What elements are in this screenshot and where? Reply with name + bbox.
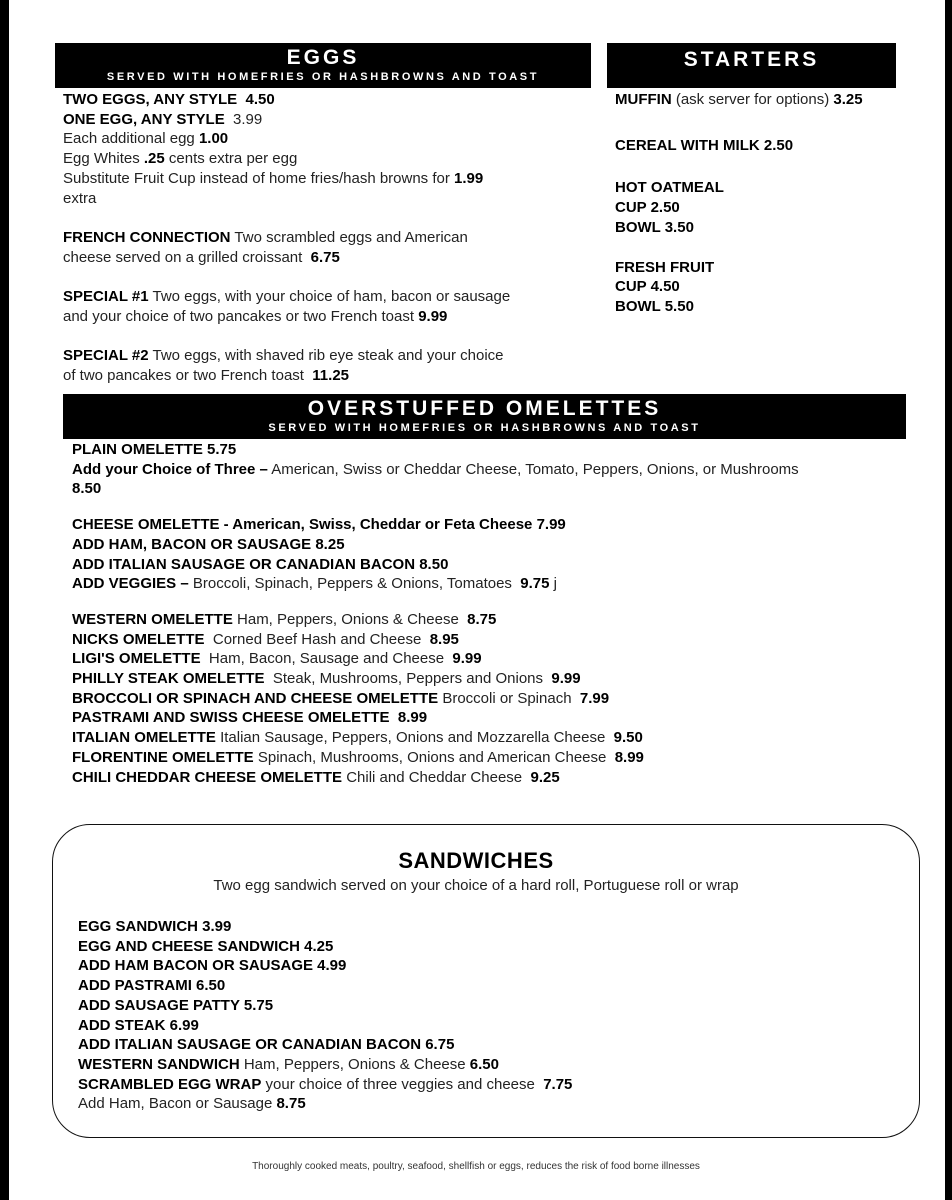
right-border	[945, 0, 952, 1200]
menu-item-western-omelette: WESTERN OMELETTE Ham, Peppers, Onions & Cheese 8.75	[72, 610, 497, 628]
menu-item-wrap-add-meat: Add Ham, Bacon or Sausage 8.75	[78, 1095, 306, 1113]
menu-item-cheese-omelette: CHEESE OMELETTE - American, Swiss, Cheddar or Feta Cheese 7.99	[72, 516, 566, 534]
menu-item-additional-egg: Each additional egg 1.00	[63, 130, 229, 148]
menu-item-oatmeal-bowl: BOWL 3.50	[615, 218, 694, 236]
menu-item-choice-of-three: Add your Choice of Three – American, Swiss or Cheddar Cheese, Tomato, Peppers, Onions, or Mushrooms	[72, 460, 799, 478]
menu-item-french-connection-cont: cheese served on a grilled croissant 6.75	[63, 248, 340, 266]
omelettes-header	[63, 394, 906, 439]
menu-item-sandwich-add-steak: ADD STEAK 6.99	[78, 1016, 199, 1034]
menu-item-plain-omelette: PLAIN OMELETTE 5.75	[72, 441, 237, 458]
menu-item-egg-cheese-sandwich: EGG AND CHEESE SANDWICH 4.25	[78, 937, 334, 955]
menu-item-cereal: CEREAL WITH MILK 2.50	[615, 136, 794, 154]
starters-title: STARTERS	[683, 48, 820, 71]
omelettes-items	[72, 440, 902, 787]
left-border	[0, 0, 9, 1200]
menu-item-special-2-cont: of two pancakes or two French toast 11.25	[63, 366, 350, 384]
menu-item-oatmeal: HOT OATMEAL	[615, 179, 724, 197]
menu-item-egg-sandwich: EGG SANDWICH 3.99	[78, 918, 232, 935]
menu-item-broccoli-spinach-omelette: BROCCOLI OR SPINACH AND CHEESE OMELETTE Broccoli or Spinach 7.99	[72, 689, 610, 707]
menu-item-sandwich-add-patty: ADD SAUSAGE PATTY 5.75	[78, 996, 274, 1014]
sandwiches-items	[78, 917, 898, 1114]
menu-item-western-sandwich: WESTERN SANDWICH Ham, Peppers, Onions & Cheese 6.50	[78, 1055, 499, 1073]
menu-item-french-connection: FRENCH CONNECTION Two scrambled eggs and American	[63, 228, 468, 246]
menu-item-add-veggies: ADD VEGGIES – Broccoli, Spinach, Peppers & Onions, Tomatoes 9.75 j	[72, 575, 557, 593]
eggs-title: EGGS	[286, 46, 360, 69]
menu-item-one-egg: ONE EGG, ANY STYLE 3.99	[63, 110, 263, 128]
menu-item-muffin: MUFFIN (ask server for options) 3.25	[615, 91, 863, 108]
omelettes-title: OVERSTUFFED OMELETTES	[307, 397, 662, 420]
menu-item-florentine-omelette: FLORENTINE OMELETTE Spinach, Mushrooms, Onions and American Cheese 8.99	[72, 748, 644, 766]
menu-item-sandwich-add-meat: ADD HAM BACON OR SAUSAGE 4.99	[78, 957, 347, 975]
menu-item-choice-price: 8.50	[72, 480, 102, 498]
menu-item-sandwich-add-italian: ADD ITALIAN SAUSAGE OR CANADIAN BACON 6.75	[78, 1036, 455, 1054]
menu-item-substitute-extra: extra	[63, 189, 97, 207]
starters-items	[615, 90, 905, 317]
menu-item-fresh-fruit: FRESH FRUIT	[615, 258, 715, 276]
menu-item-philly-omelette: PHILLY STEAK OMELETTE Steak, Mushrooms, Peppers and Onions 9.99	[72, 670, 581, 688]
menu-item-add-italian: ADD ITALIAN SAUSAGE OR CANADIAN BACON 8.50	[72, 555, 449, 573]
menu-item-fruit-cup: CUP 4.50	[615, 278, 680, 296]
menu-item-ligis-omelette: LIGI'S OMELETTE Ham, Bacon, Sausage and Cheese 9.99	[72, 650, 482, 668]
menu-item-nicks-omelette: NICKS OMELETTE Corned Beef Hash and Cheese 8.95	[72, 630, 459, 648]
menu-item-fruit-bowl: BOWL 5.50	[615, 297, 694, 315]
menu-item-italian-omelette: ITALIAN OMELETTE Italian Sausage, Peppers, Onions and Mozzarella Cheese 9.50	[72, 729, 643, 747]
starters-header	[607, 43, 896, 88]
menu-item-egg-whites: Egg Whites .25 cents extra per egg	[63, 150, 298, 168]
menu-item-add-meat: ADD HAM, BACON OR SAUSAGE 8.25	[72, 535, 345, 553]
eggs-subtitle: SERVED WITH HOMEFRIES OR HASHBROWNS AND TOAST	[106, 71, 540, 83]
menu-item-sandwich-add-pastrami: ADD PASTRAMI 6.50	[78, 977, 226, 995]
eggs-header	[55, 43, 591, 88]
menu-item-scrambled-egg-wrap: SCRAMBLED EGG WRAP your choice of three veggies and cheese 7.75	[78, 1075, 573, 1093]
eggs-items	[63, 90, 593, 386]
menu-item-special-1: SPECIAL #1 Two eggs, with your choice of ham, bacon or sausage	[63, 288, 511, 305]
menu-item-chili-cheddar-omelette: CHILI CHEDDAR CHEESE OMELETTE Chili and Cheddar Cheese 9.25	[72, 768, 560, 786]
sandwiches-title: SANDWICHES	[398, 848, 554, 873]
sandwiches-subtitle: Two egg sandwich served on your choice of a hard roll, Portuguese roll or wrap	[213, 877, 739, 894]
menu-item-pastrami-omelette: PASTRAMI AND SWISS CHEESE OMELETTE 8.99	[72, 709, 428, 727]
menu-item-oatmeal-cup: CUP 2.50	[615, 199, 680, 217]
food-safety-note: Thoroughly cooked meats, poultry, seafood, shellfish or eggs, reduces the risk of food borne illnesses	[252, 1161, 700, 1172]
menu-item-special-1-cont: and your choice of two pancakes or two French toast 9.99	[63, 307, 448, 325]
menu-item-substitute: Substitute Fruit Cup instead of home fries/hash browns for 1.99	[63, 169, 484, 187]
omelettes-subtitle: SERVED WITH HOMEFRIES OR HASHBROWNS AND TOAST	[268, 422, 701, 434]
menu-item-two-eggs: TWO EGGS, ANY STYLE 4.50	[63, 91, 275, 108]
menu-item-special-2: SPECIAL #2 Two eggs, with shaved rib eye steak and your choice	[63, 347, 504, 365]
